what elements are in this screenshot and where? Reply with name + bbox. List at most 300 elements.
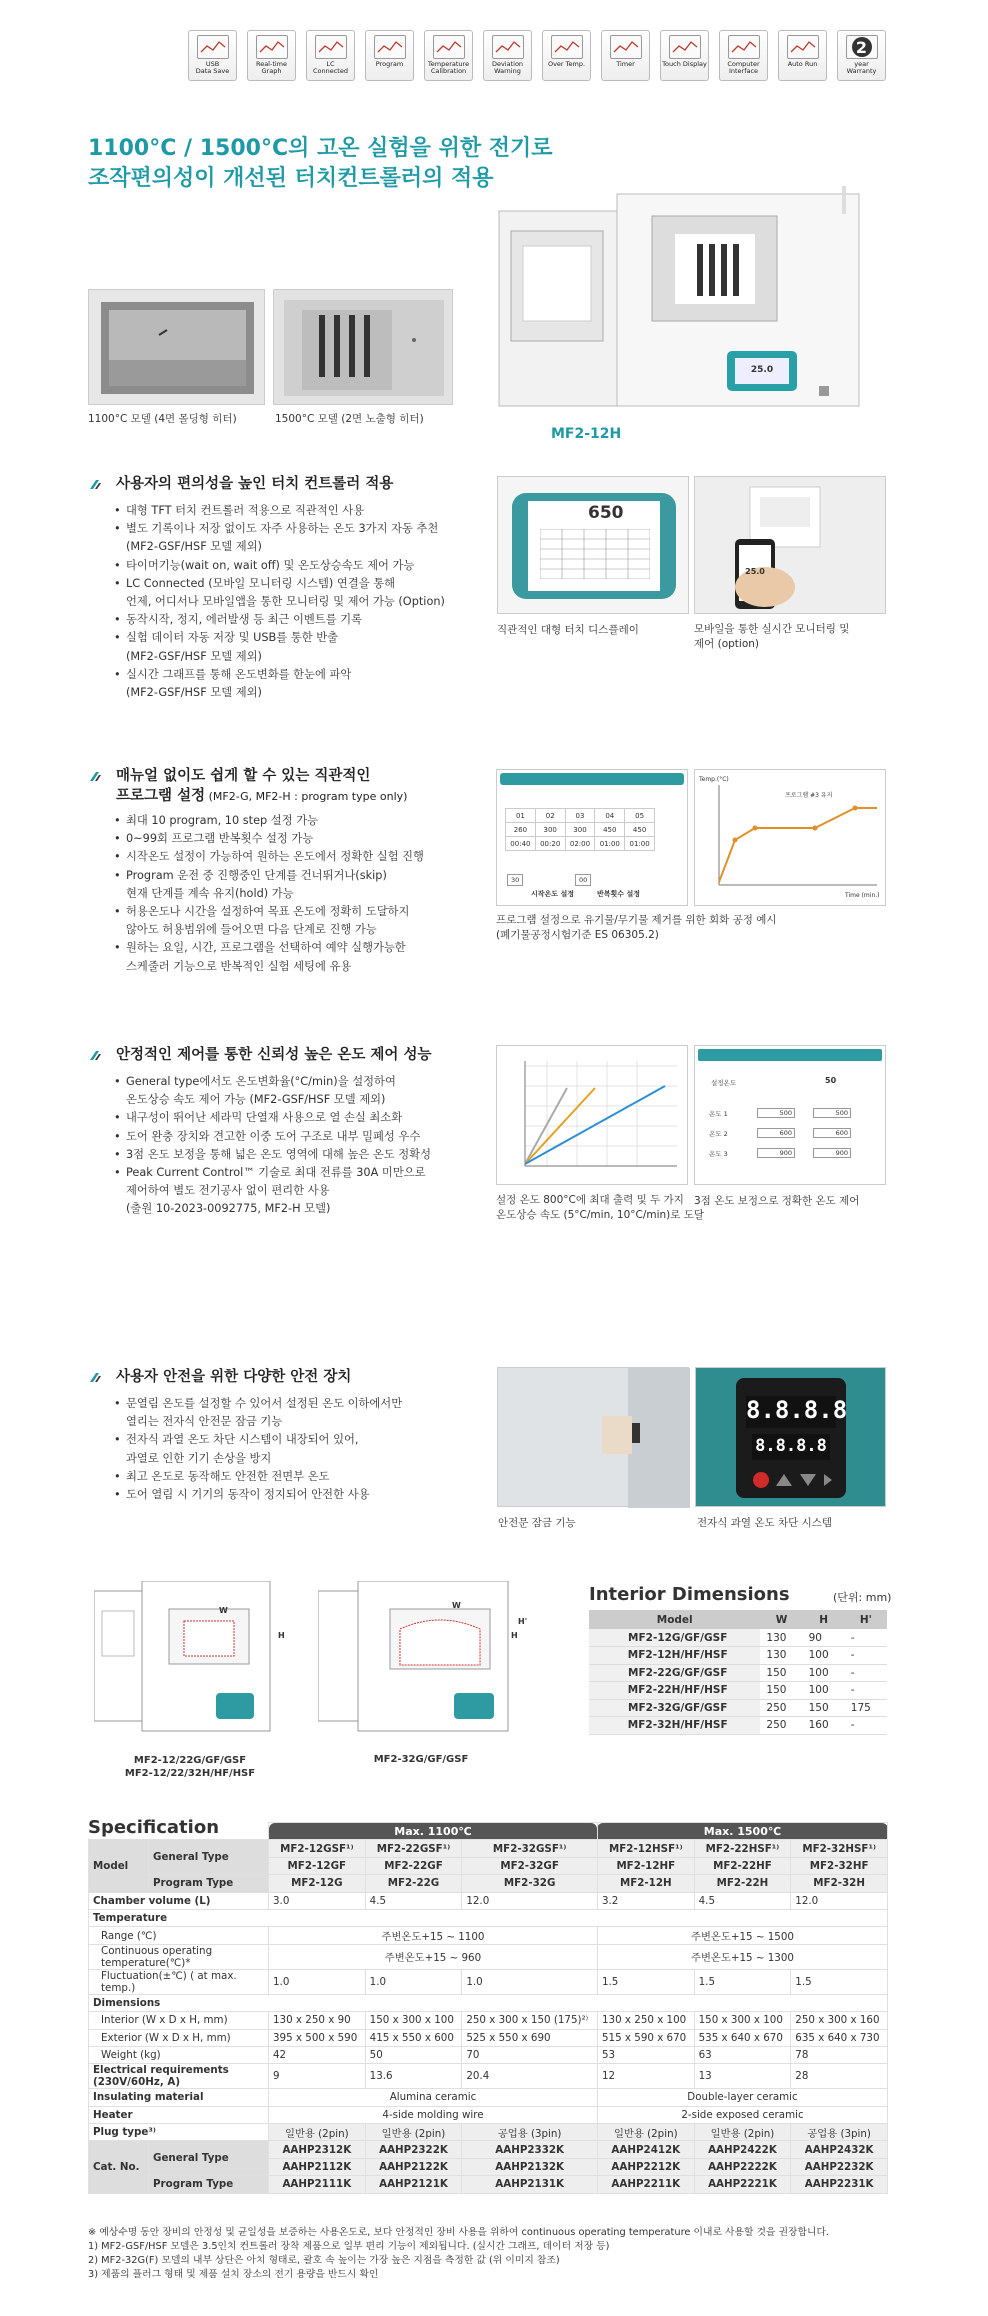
cal-input-a[interactable]: 900 (757, 1148, 795, 1158)
spec-cell: 주변온도+15 ~ 960 (269, 1944, 598, 1969)
drawing-caption-1b: MF2-12/22/32H/HF/HSF (124, 1768, 256, 1779)
spec-cell: 150 x 300 x 100 (694, 2012, 791, 2029)
spec-cell: 공업용 (3pin) (791, 2124, 888, 2141)
note-line: 2) MF2-32G(F) 모델의 내부 상단은 아치 형태로, 괄호 속 높이는 가장 높은 지점을 측정한 값 (위 이미지 참조) (88, 2255, 560, 2266)
dim-cell: 90 (803, 1629, 845, 1647)
dim-cell: - (845, 1682, 887, 1700)
section-title-touch: 사용자의 편의성을 높인 터치 컨트롤러 적용 (116, 476, 394, 492)
auto-run-icon-glyph (787, 35, 819, 59)
spec-cell: Weight (kg) (89, 2046, 269, 2063)
table-row (89, 2106, 888, 2123)
spec-cell: 공업용 (3pin) (462, 2124, 598, 2141)
spec-cell: 12.0 (462, 1892, 598, 1909)
list-item: • 3점 온도 보정을 통해 넓은 온도 영역에 대해 높은 온도 정확성 (114, 1146, 431, 1164)
warranty-icon (837, 30, 886, 81)
spec-cell: MF2-12G (269, 1875, 366, 1892)
spec-cell: MF2-22H (694, 1875, 791, 1892)
spec-cell: MF2-12HF (597, 1857, 694, 1874)
caption-program: 프로그램 설정으로 유기물/무기물 제거를 위한 회화 공정 예시 (폐기물공정시험기준 ES 06305.2) (496, 914, 777, 941)
spec-cell: AAHP2312K (269, 2141, 366, 2158)
furnace-display-value: 25.0 (750, 365, 774, 375)
table-row (589, 1699, 887, 1717)
spec-cell: 12.0 (791, 1892, 888, 1909)
table-row (89, 2029, 888, 2046)
table-row (89, 2124, 888, 2141)
section-mark-icon (88, 1372, 102, 1384)
spec-cell: 13.6 (365, 2064, 462, 2089)
spec-cell: Fluctuation(±℃) ( at max. temp.) (89, 1969, 269, 1994)
spec-cell: 일반용 (2pin) (365, 2124, 462, 2141)
lc-connected-icon (306, 30, 355, 81)
control-feature-list (114, 1073, 431, 1219)
program-cell[interactable]: 02:00 (565, 837, 595, 851)
program-cell[interactable]: 300 (565, 823, 595, 837)
note-line: 1) MF2-GSF/HSF 모델은 3.5인치 컨트롤러 장착 제품으로 일부 편리 기능이 제외됩니다. (실시간 그래프, 데이터 저장 등) (88, 2241, 610, 2252)
table-row (589, 1647, 887, 1665)
deviation-warning-icon (483, 30, 532, 81)
program-icon (365, 30, 414, 81)
spec-cell: Insulating material (89, 2089, 269, 2106)
drawing-caption-1 (100, 1754, 280, 1780)
spec-cell: AAHP2121K (365, 2176, 462, 2193)
list-item: • 타이머기능(wait on, wait off) 및 온도상승속도 제어 가능 (114, 557, 445, 575)
spec-cell: Plug type³⁾ (89, 2124, 269, 2141)
warranty-icon-glyph: 2 (846, 35, 878, 59)
cal-input-b[interactable]: 600 (813, 1128, 851, 1138)
spec-cell: AAHP2211K (597, 2176, 694, 2193)
section-title-safety: 사용자 안전을 위한 다양한 안전 장치 (116, 1369, 352, 1385)
spec-cell: 20.4 (462, 2064, 598, 2089)
spec-cell: AAHP2332K (462, 2141, 598, 2158)
calibration-row (709, 1128, 869, 1138)
dim-cell: 160 (803, 1717, 845, 1735)
icon-label: Deviation Warning (491, 60, 524, 75)
drawing-large-models (318, 1581, 528, 1741)
list-item: • 전자식 과열 온도 차단 시스템이 내장되어 있어, 과열로 인한 기기 손상을 방지 (114, 1431, 402, 1467)
spec-cell: 주변온도+15 ~ 1100 (269, 1927, 598, 1944)
dim-cell: 150 (760, 1682, 802, 1700)
caption-1500: 1500°C 모델 (2면 노출형 히터) (275, 413, 424, 425)
spec-table (88, 1822, 888, 2194)
spec-cell: 415 x 550 x 600 (365, 2029, 462, 2046)
usb-icon (188, 30, 237, 81)
over-temp-icon (542, 30, 591, 81)
graph-icon (247, 30, 296, 81)
spec-cell: AAHP2322K (365, 2141, 462, 2158)
overheat-controller-photo (695, 1367, 886, 1507)
dim-cell: MF2-32H/HF/HSF (589, 1717, 760, 1735)
spec-cell: 4.5 (694, 1892, 791, 1909)
drawing-w-label: W (452, 1601, 461, 1610)
dim-cell: MF2-12H/HF/HSF (589, 1647, 760, 1665)
controller-top-digits: 8.8.8.8 (746, 1396, 848, 1424)
heating-rate-chart (496, 1045, 688, 1185)
computer-interface-icon-glyph (728, 35, 760, 59)
icon-label: Auto Run (787, 60, 818, 68)
caption-touch-display: 직관적인 대형 터치 디스플레이 (497, 624, 639, 636)
dim-cell: - (845, 1717, 887, 1735)
note-line: ※ 예상수명 동안 장비의 안정성 및 균일성을 보증하는 사용온도로, 보다 안정적인 장비 사용을 위하여 continuous operating temperature 이내로 사용할 것을 권장합니다. (88, 2227, 830, 2238)
spec-cell: 150 x 300 x 100 (365, 2012, 462, 2029)
spec-cell: Dimensions (89, 1994, 888, 2011)
touch-feature-list (114, 502, 445, 702)
table-row (89, 2012, 888, 2029)
spec-cell: 13 (694, 2064, 791, 2089)
calibration-row (709, 1108, 869, 1118)
table-row (89, 1909, 888, 1926)
spec-cell: 1.0 (462, 1969, 598, 1994)
spec-cell: AAHP2112K (269, 2158, 366, 2175)
dim-cell: 150 (760, 1664, 802, 1682)
icon-label: Temperature Calibration (427, 60, 470, 75)
spec-cell: MF2-12H (597, 1875, 694, 1892)
caption-1100: 1100°C 모델 (4면 몰딩형 히터) (88, 413, 237, 425)
icon-label: Program (375, 60, 404, 68)
drawing-caption-1a: MF2-12/22G/GF/GSF (133, 1755, 247, 1766)
spec-cell: MF2-12GSF¹⁾ (269, 1840, 366, 1857)
icon-label: Real-time Graph (255, 60, 288, 75)
icon-label: Computer Interface (727, 60, 760, 75)
spec-cell: 525 x 550 x 690 (462, 2029, 598, 2046)
table-row (89, 1969, 888, 1994)
model-tag: MF2-12H (551, 426, 622, 442)
photo-1500-heater (273, 289, 453, 405)
dim-cell: 130 (760, 1629, 802, 1647)
program-cell[interactable]: 01 (506, 809, 536, 823)
spec-cell: 주변온도+15 ~ 1300 (597, 1944, 887, 1969)
cal-row-label: 온도 3 (709, 1149, 728, 1158)
spec-notes (88, 2226, 829, 2282)
repeat-field[interactable] (575, 874, 591, 886)
table-row (89, 1823, 888, 1840)
list-item: • 대형 TFT 터치 컨트롤러 적용으로 직관적인 사용 (114, 502, 445, 520)
table-row (89, 1892, 888, 1909)
cal-value: 50 (825, 1076, 837, 1085)
dim-cell: MF2-32G/GF/GSF (589, 1699, 760, 1717)
spec-cell: Exterior (W x D x H, mm) (89, 2029, 269, 2046)
program-graph (694, 769, 886, 906)
spec-cell: Cat. No. (89, 2141, 149, 2193)
program-row (506, 823, 655, 837)
dim-cell: - (845, 1664, 887, 1682)
spec-cell: 3.0 (269, 1892, 366, 1909)
program-feature-list (114, 812, 424, 976)
spec-cell: Program Type (149, 1875, 269, 1892)
dim-cell: MF2-12G/GF/GSF (589, 1629, 760, 1647)
spec-cell: 주변온도+15 ~ 1500 (597, 1927, 887, 1944)
spec-cell: Max. 1100℃ (269, 1823, 598, 1840)
drawing-h-label: H (511, 1631, 518, 1640)
spec-cell: 50 (365, 2046, 462, 2063)
computer-interface-icon (719, 30, 768, 81)
lc-connected-icon-glyph (315, 35, 347, 59)
list-item: • 0~99회 프로그램 반복횟수 설정 가능 (114, 830, 424, 848)
table-row (589, 1682, 887, 1700)
spec-cell: AAHP2432K (791, 2141, 888, 2158)
caption-mobile: 모바일을 통한 실시간 모니터링 및 제어 (option) (694, 623, 850, 650)
dim-header-cell: H' (845, 1610, 887, 1629)
program-cell[interactable]: 00:20 (535, 837, 565, 851)
deviation-warning-icon-glyph (492, 35, 524, 59)
list-item: • 도어 열림 시 기기의 동작이 정지되어 안전한 사용 (114, 1486, 402, 1504)
spec-cell: 9 (269, 2064, 366, 2089)
spec-cell: 3.2 (597, 1892, 694, 1909)
program-cell[interactable]: 01:00 (625, 837, 655, 851)
program-icon-glyph (374, 35, 406, 59)
touch-screen-value: 650 (588, 503, 624, 523)
program-cell[interactable]: 450 (595, 823, 625, 837)
spec-cell: Max. 1500℃ (597, 1823, 887, 1840)
spec-cell: AAHP2422K (694, 2141, 791, 2158)
spec-cell: 일반용 (2pin) (269, 2124, 366, 2141)
safety-feature-list (114, 1395, 402, 1504)
table-row (589, 1717, 887, 1735)
spec-cell: AAHP2212K (597, 2158, 694, 2175)
spec-cell: MF2-22G (365, 1875, 462, 1892)
dim-cell: 250 (760, 1699, 802, 1717)
dim-cell: 150 (803, 1699, 845, 1717)
section-mark-icon (88, 479, 102, 491)
spec-cell: 일반용 (2pin) (597, 2124, 694, 2141)
section-title-control: 안정적인 제어를 통한 신뢰성 높은 온도 제어 성능 (116, 1047, 432, 1063)
spec-cell: 53 (597, 2046, 694, 2063)
dim-cell: 100 (803, 1647, 845, 1665)
spec-cell: AAHP2122K (365, 2158, 462, 2175)
timer-icon (601, 30, 650, 81)
spec-cell: Interior (W x D x H, mm) (89, 2012, 269, 2029)
program-title: 프로그램 설정 (116, 788, 206, 804)
spec-cell: AAHP2111K (269, 2176, 366, 2193)
door-lock-photo (497, 1367, 689, 1507)
cal-input-a[interactable]: 600 (757, 1128, 795, 1138)
spec-cell: 395 x 500 x 590 (269, 2029, 366, 2046)
list-item: • 최대 10 program, 10 step 설정 가능 (114, 812, 424, 830)
spec-cell: 1.5 (694, 1969, 791, 1994)
program-cell[interactable]: 300 (535, 823, 565, 837)
calibration-icon-glyph (433, 35, 465, 59)
table-row (89, 2046, 888, 2063)
section-mark-icon (88, 771, 102, 783)
spec-cell: Heater (89, 2106, 269, 2123)
furnace-product-image (497, 186, 869, 418)
drawing-caption-2: MF2-32G/GF/GSF (373, 1754, 469, 1765)
list-item: • 실험 데이터 자동 저장 및 USB를 통한 반출 (MF2-GSF/HSF 모델 제외) (114, 629, 445, 665)
table-row (89, 2089, 888, 2106)
program-row (506, 837, 655, 851)
icon-label: Touch Display (662, 60, 707, 68)
cal-input-b[interactable]: 900 (813, 1148, 851, 1158)
spec-cell: 4.5 (365, 1892, 462, 1909)
spec-cell: 70 (462, 2046, 598, 2063)
table-row (89, 2141, 888, 2158)
caption-calibration: 3점 온도 보정으로 정확한 온도 제어 (694, 1195, 860, 1207)
touch-display-image (497, 476, 689, 614)
spec-cell: 250 x 300 x 150 (175)²⁾ (462, 2012, 598, 2029)
start-temp-field[interactable] (507, 874, 523, 886)
hero-title (88, 134, 553, 194)
spec-cell: General Type (149, 2141, 269, 2176)
spec-cell: AAHP2132K (462, 2158, 598, 2175)
section-title-program (116, 766, 407, 807)
program-cell[interactable]: 05 (625, 809, 655, 823)
spec-cell: 1.0 (365, 1969, 462, 1994)
calibration-icon (424, 30, 473, 81)
dim-header-cell: Model (589, 1610, 760, 1629)
spec-cell: AAHP2231K (791, 2176, 888, 2193)
spec-cell: 635 x 640 x 730 (791, 2029, 888, 2046)
hero-title-line2: 조작편의성이 개선된 터치컨트롤러의 적용 (88, 166, 494, 191)
table-row (89, 1994, 888, 2011)
spec-cell: 130 x 250 x 90 (269, 2012, 366, 2029)
spec-cell: Continuous operating temperature(℃)* (89, 1944, 269, 1969)
spec-cell (89, 1823, 269, 1840)
graph-xlabel: Time (min.) (845, 892, 880, 899)
dimensions-unit: (단위: mm) (833, 1591, 892, 1604)
photo-1100-heater (88, 289, 265, 405)
cal-title: 설정온도 (711, 1079, 737, 1087)
spec-cell: AAHP2222K (694, 2158, 791, 2175)
spec-cell: MF2-32G (462, 1875, 598, 1892)
table-row (89, 1875, 888, 1892)
spec-cell: Model (89, 1840, 149, 1892)
icon-label: USB Data Save (195, 60, 230, 75)
spec-cell: 일반용 (2pin) (694, 2124, 791, 2141)
graph-icon-glyph (256, 35, 288, 59)
spec-cell: Temperature (89, 1909, 888, 1926)
drawing-w-label: W (219, 1606, 228, 1615)
dimensions-table (589, 1610, 887, 1735)
spec-cell: MF2-32GF (462, 1857, 598, 1874)
caption-overheat: 전자식 과열 온도 차단 시스템 (697, 1517, 833, 1529)
icon-label: year Warranty (846, 60, 877, 75)
table-row (89, 1944, 888, 1969)
dim-cell: - (845, 1647, 887, 1665)
caption-door-lock: 안전문 잠금 기능 (498, 1517, 576, 1529)
program-cell[interactable]: 260 (506, 823, 536, 837)
program-cell[interactable]: 03 (565, 809, 595, 823)
program-cell[interactable]: 450 (625, 823, 655, 837)
spec-cell: 1.0 (269, 1969, 366, 1994)
list-item: • 실시간 그래프를 통해 온도변화를 한눈에 파악 (MF2-GSF/HSF 모델 제외) (114, 666, 445, 702)
cal-row-label: 온도 1 (709, 1109, 728, 1118)
list-item: • 동작시작, 정지, 에러발생 등 최근 이벤트를 기록 (114, 611, 445, 629)
spec-cell: MF2-12GF (269, 1857, 366, 1874)
graph-title: 프로그램 #3 유지 (785, 792, 833, 799)
program-title-note: (MF2-G, MF2-H : program type only) (205, 790, 408, 803)
touch-display-icon-glyph (669, 35, 701, 59)
dim-header-cell: H (803, 1610, 845, 1629)
spec-cell: MF2-22HSF¹⁾ (694, 1840, 791, 1857)
cal-input-b[interactable]: 500 (813, 1108, 851, 1118)
dimensions-title: Interior Dimensions (589, 1584, 790, 1605)
spec-cell: MF2-22GF (365, 1857, 462, 1874)
dim-cell: MF2-22G/GF/GSF (589, 1664, 760, 1682)
spec-cell: MF2-32GSF¹⁾ (462, 1840, 598, 1857)
list-item: • General type에서도 온도변화율(°C/min)을 설정하여 온도상승 속도 제어 가능 (MF2-GSF/HSF 모델 제외) (114, 1073, 431, 1109)
spec-cell: 4-side molding wire (269, 2106, 598, 2123)
cal-input-a[interactable]: 500 (757, 1108, 795, 1118)
list-item: • Peak Current Control™ 기술로 최대 전류를 30A 미만으로 제어하여 별도 전기공사 없이 편리한 사용 (출원 10-2023-0092775, MF2-H 모델) (114, 1164, 431, 1219)
dim-cell: 130 (760, 1647, 802, 1665)
dim-cell: 175 (845, 1699, 887, 1717)
spec-cell: Electrical requirements (230V/60Hz, A) (89, 2064, 269, 2089)
auto-run-icon (778, 30, 827, 81)
spec-cell: MF2-12HSF¹⁾ (597, 1840, 694, 1857)
program-cell[interactable]: 01:00 (595, 837, 625, 851)
dim-cell: - (845, 1629, 887, 1647)
touch-display-icon (660, 30, 709, 81)
icon-label: Timer (616, 60, 635, 68)
list-item: • Program 운전 중 진행중인 단계를 건너뛰거나(skip) 현재 단계를 계속 유지(hold) 가능 (114, 867, 424, 903)
section-mark-icon (88, 1050, 102, 1062)
spec-cell: 63 (694, 2046, 791, 2063)
spec-title: Specification (88, 1817, 220, 1838)
over-temp-icon-glyph (551, 35, 583, 59)
spec-cell: Double-layer ceramic (597, 2089, 887, 2106)
mobile-monitoring-image (694, 476, 886, 614)
table-row (89, 1840, 888, 1857)
hero-title-line1: 1100°C / 1500°C의 고온 실험을 위한 전기로 (88, 136, 553, 161)
list-item: • 도어 완충 장치와 견고한 이중 도어 구조로 내부 밀폐성 우수 (114, 1128, 431, 1146)
list-item: • 별도 기록이나 저장 없이도 자주 사용하는 온도 3가지 자동 추천 (MF2-GSF/HSF 모델 제외) (114, 520, 445, 556)
program-cell[interactable]: 04 (595, 809, 625, 823)
dim-cell: 100 (803, 1682, 845, 1700)
table-row (89, 2064, 888, 2089)
program-setting-screen (496, 769, 688, 906)
dim-cell: 100 (803, 1664, 845, 1682)
table-row (89, 1927, 888, 1944)
cal-row-label: 온도 2 (709, 1129, 728, 1138)
note-line: 3) 제품의 플러그 형태 및 제품 설치 장소의 전기 용량을 반드시 확인 (88, 2269, 379, 2280)
program-step-table (505, 808, 655, 851)
spec-cell: Range (℃) (89, 1927, 269, 1944)
caption-heating-rate: 설정 온도 800°C에 최대 출력 및 두 가지 온도상승 속도 (5°C/min, 10°C/min)로 도달 (496, 1194, 705, 1221)
spec-cell: MF2-32HF (791, 1857, 888, 1874)
calibration-screen (694, 1045, 886, 1185)
dim-cell: MF2-22H/HF/HSF (589, 1682, 760, 1700)
graph-ylabel: Temp.(°C) (699, 776, 729, 783)
spec-cell: AAHP2131K (462, 2176, 598, 2193)
section-title-program-line1: 매뉴얼 없이도 쉽게 할 수 있는 직관적인 (116, 768, 371, 784)
usb-icon-glyph (197, 35, 229, 59)
spec-cell: 515 x 590 x 670 (597, 2029, 694, 2046)
spec-cell: AAHP2412K (597, 2141, 694, 2158)
calibration-row (709, 1148, 869, 1158)
spec-cell: AAHP2232K (791, 2158, 888, 2175)
list-item: • 문열림 온도를 설정할 수 있어서 설정된 온도 이하에서만 열리는 전자식 안전문 잠금 기능 (114, 1395, 402, 1431)
feature-icons (188, 30, 886, 81)
spec-cell: 12 (597, 2064, 694, 2089)
spec-cell: MF2-32H (791, 1875, 888, 1892)
program-row (506, 809, 655, 823)
spec-cell: AAHP2221K (694, 2176, 791, 2193)
mobile-value: 25.0 (745, 567, 765, 576)
drawing-small-models (94, 1581, 284, 1741)
table-row (89, 2176, 888, 2193)
list-item: • 허용온도나 시간을 설정하여 목표 온도에 정확히 도달하지 않아도 허용범위에 들어오면 다음 단계로 진행 가능 (114, 903, 424, 939)
spec-cell: 535 x 640 x 670 (694, 2029, 791, 2046)
spec-cell: MF2-32HSF¹⁾ (791, 1840, 888, 1857)
spec-cell: Program Type (149, 2176, 269, 2193)
controller-bottom-digits: 8.8.8.8 (755, 1436, 827, 1456)
program-cell[interactable]: 00:40 (506, 837, 536, 851)
spec-cell: MF2-22GSF¹⁾ (365, 1840, 462, 1857)
start-temp-label: 시작온도 설정 (531, 890, 575, 898)
dim-cell: 250 (760, 1717, 802, 1735)
program-cell[interactable]: 02 (535, 809, 565, 823)
list-item: • 내구성이 뛰어난 세라믹 단열재 사용으로 열 손실 최소화 (114, 1109, 431, 1127)
spec-cell: 78 (791, 2046, 888, 2063)
